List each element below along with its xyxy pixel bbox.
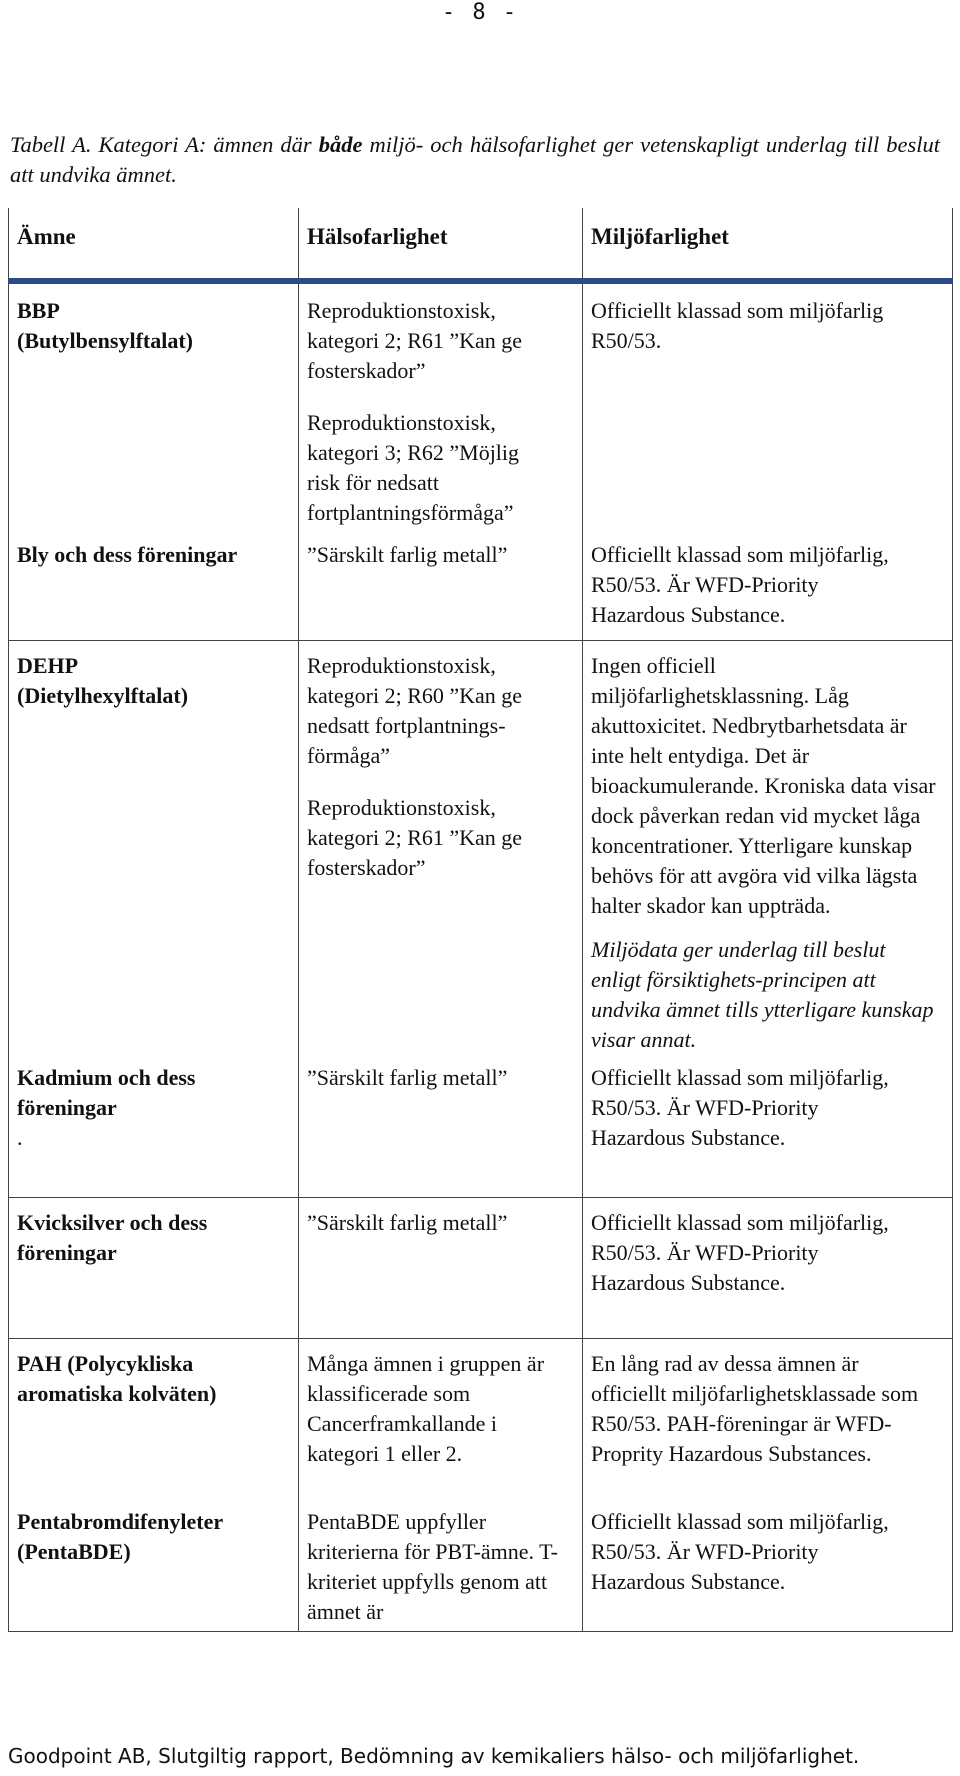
health-text: Reproduktionstoxisk, kategori 2; R60 ”Kan ge nedsatt fortplantnings-förmåga” [307,653,523,768]
health-text: Reproduktionstoxisk, kategori 2; R61 ”Kan ge fosterskador” [307,298,523,383]
environment-cell [583,1055,953,1198]
substance-cell [9,1507,299,1632]
environment-text: Officiellt klassad som miljöfarlig R50/53. [591,298,884,353]
page-number: - 8 - [441,0,519,25]
health-text: ”Särskilt farlig metall” [307,1065,508,1090]
health-cell [299,1339,583,1508]
substance-name: Kadmium och dess föreningar [17,1065,196,1120]
column-header-substance: Ämne [9,208,299,281]
substance-name: Kvicksilver och dess föreningar [17,1210,208,1265]
substance-cell [9,1055,299,1198]
table-row-bly [9,540,953,641]
health-cell [299,1198,583,1339]
table-row-bbp [9,281,953,540]
substance-table [8,208,953,1632]
environment-cell [583,641,953,1056]
environment-text: En lång rad av dessa ämnen är officiellt miljöfarlighetsklassade som R50/53. PAH-föreningar är WFD-Proprity Hazardous Substances. [591,1351,919,1466]
substance-cell [9,1198,299,1339]
substance-cell [9,540,299,641]
substance-name: BBP (Butylbensylftalat) [17,298,193,353]
substance-name: DEHP (Dietylhexylftalat) [17,653,189,708]
table-row-kadmium [9,1055,953,1198]
health-text: Reproduktionstoxisk, kategori 2; R61 ”Kan ge fosterskador” [307,795,523,880]
health-cell [299,1507,583,1632]
substance-cell [9,281,299,540]
substance-cell [9,641,299,1056]
environment-text: Ingen officiell miljöfarlighetsklassning. Låg akuttoxicitet. Nedbrytbarhetsdata är inte helt entydiga. Det är bioackumulerande. Kroniska data visar dock påverkan redan vid mycket låga koncentrationer. Ytterligare kunskap behövs för att avgöra vid vilka lägsta halter skador kan uppträda. [591,653,936,918]
table-caption [10,130,940,190]
environment-cell [583,1507,953,1632]
health-cell [299,281,583,540]
substance-cell [9,1339,299,1508]
environment-text: Officiellt klassad som miljöfarlig, R50/53. Är WFD-Priority Hazardous Substance. [591,542,889,627]
health-text: PentaBDE uppfyller kriterierna för PBT-ämne. T-kriteriet uppfylls genom att ämnet är [307,1509,558,1624]
environment-note: Miljödata ger underlag till beslut enligt försiktighets-principen att undvika ämnet tills ytterligare kunskap visar annat. [591,937,934,1052]
environment-cell [583,540,953,641]
health-cell [299,641,583,1056]
environment-text: Officiellt klassad som miljöfarlig, R50/53. Är WFD-Priority Hazardous Substance. [591,1509,889,1594]
health-cell [299,540,583,641]
table-header-row [9,208,953,281]
table-row-pah [9,1339,953,1508]
health-cell [299,1055,583,1198]
caption-emphasis: både [318,132,363,157]
page-footer: Goodpoint AB, Slutgiltig rapport, Bedömning av kemikaliers hälso- och miljöfarlighet. [8,1744,860,1768]
environment-cell [583,1339,953,1508]
substance-name: Bly och dess föreningar [17,542,238,567]
health-text: Många ämnen i gruppen är klassificerade som Cancerframkallande i kategori 1 eller 2. [307,1351,545,1466]
caption-prefix: Tabell A. Kategori A: ämnen där [10,132,319,157]
health-text: ”Särskilt farlig metall” [307,542,508,567]
substance-note: . [17,1125,23,1150]
caption-suffix: miljö- och hälsofarlighet ger vetenskapligt underlag till beslut att undvika ämnet. [10,132,940,187]
table-row-pentabde [9,1507,953,1632]
substance-name: Pentabromdifenyleter (PentaBDE) [17,1509,223,1564]
health-text: Reproduktionstoxisk, kategori 3; R62 ”Möjlig risk för nedsatt fortplantningsförmåga” [307,410,520,525]
environment-cell [583,1198,953,1339]
environment-cell [583,281,953,540]
column-header-health: Hälsofarlighet [299,208,583,281]
substance-name: PAH (Polycykliska aromatiska kolväten) [17,1351,217,1406]
column-header-environment: Miljöfarlighet [583,208,953,281]
environment-text: Officiellt klassad som miljöfarlig, R50/53. Är WFD-Priority Hazardous Substance. [591,1065,889,1150]
health-text: ”Särskilt farlig metall” [307,1210,508,1235]
table-row-kvicksilver [9,1198,953,1339]
table-row-dehp [9,641,953,1056]
environment-text: Officiellt klassad som miljöfarlig, R50/53. Är WFD-Priority Hazardous Substance. [591,1210,889,1295]
